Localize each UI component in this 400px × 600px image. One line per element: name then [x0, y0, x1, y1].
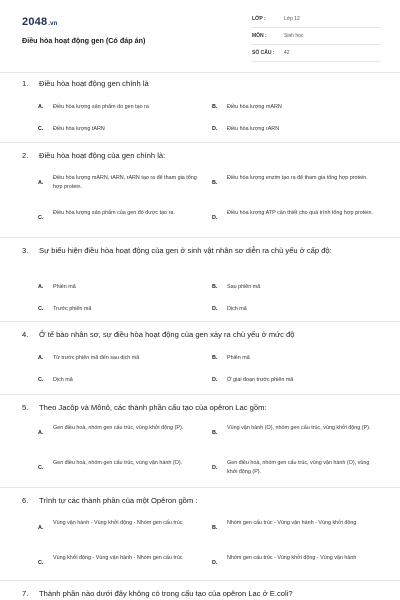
question-text: 3. Sự biểu hiện điều hòa hoạt động của gen ở sinh vật nhân sơ diễn ra chủ yếu ở cấp độ:	[22, 246, 332, 255]
meta-class	[252, 12, 380, 28]
divider	[0, 237, 400, 238]
page-header	[0, 0, 400, 66]
divider	[0, 394, 400, 395]
site-logo[interactable]: 2048.vn	[22, 16, 58, 28]
meta-count-value: 42	[284, 50, 290, 56]
meta-class-key: LỚP :	[252, 16, 266, 22]
question-text: 2. Điều hòa hoạt động của gen chính là:	[22, 151, 166, 160]
meta-count	[252, 46, 380, 62]
divider	[0, 142, 400, 143]
meta-subject-value: Sinh học	[284, 33, 304, 39]
divider	[0, 321, 400, 322]
question-text: 7. Thành phần nào dưới đây không có trong cấu tạo của opêron Lac ở E.coli?	[22, 589, 293, 598]
meta-subject-key: MÔN :	[252, 33, 267, 39]
divider	[0, 487, 400, 488]
divider	[0, 72, 400, 73]
question-text: 5. Theo Jacôp và Mônô, các thành phần cấu tạo của opêron Lac gồm:	[22, 403, 267, 412]
meta-subject	[252, 29, 380, 45]
question-text: 1. Điều hòa hoạt động gen chính là	[22, 79, 149, 88]
meta-count-key: SỐ CÂU :	[252, 50, 275, 56]
question-text: 4. Ở tế bào nhân sơ, sự điều hòa hoạt động của gen xảy ra chủ yếu ở mức độ	[22, 330, 295, 339]
meta-class-value: Lớp 12	[284, 16, 300, 22]
document-title: Điều hòa hoạt động gen (Có đáp án)	[22, 36, 146, 45]
question-text: 6. Trình tự các thành phần của một Opêron gồm :	[22, 496, 198, 505]
divider	[0, 580, 400, 581]
